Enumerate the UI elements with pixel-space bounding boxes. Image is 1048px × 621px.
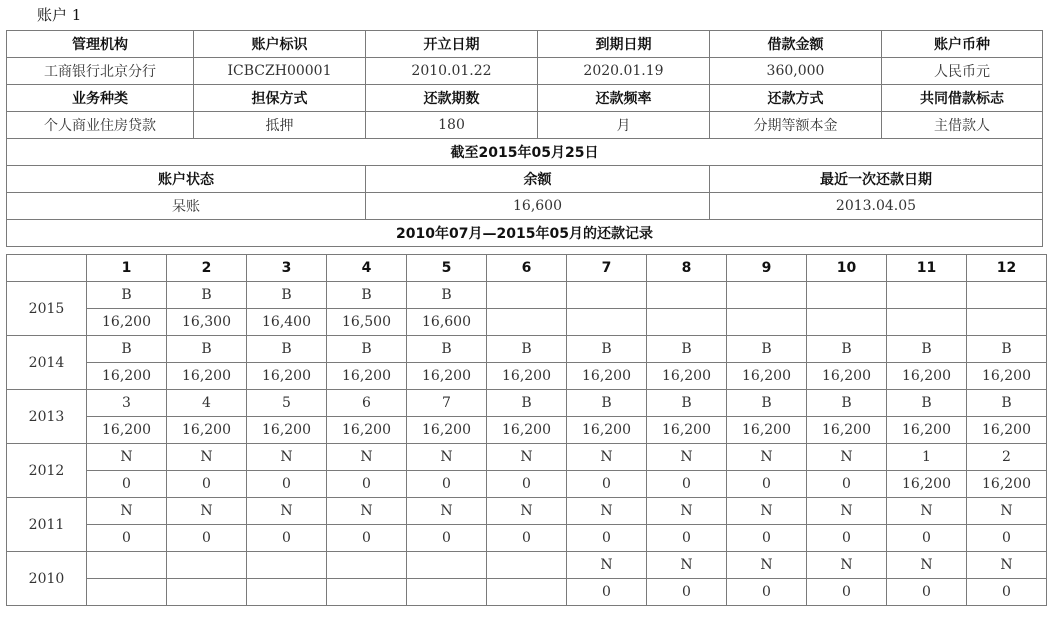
amount-cell: 0 (727, 579, 807, 606)
header-due-date: 到期日期 (538, 31, 710, 58)
status-cell: B (807, 390, 887, 417)
month-header-5: 5 (407, 255, 487, 282)
header-account-id: 账户标识 (194, 31, 366, 58)
amount-cell: 16,200 (727, 417, 807, 444)
status-cell: B (807, 336, 887, 363)
status-cell: B (87, 282, 167, 309)
status-cell: N (647, 498, 727, 525)
status-cell (807, 282, 887, 309)
year-label: 2011 (7, 498, 87, 552)
amount-cell: 0 (327, 525, 407, 552)
amount-cell: 16,600 (407, 309, 487, 336)
status-cell: B (647, 390, 727, 417)
amount-cell: 16,200 (407, 417, 487, 444)
status-cell: B (567, 336, 647, 363)
status-cell: N (327, 498, 407, 525)
amount-cell: 0 (87, 525, 167, 552)
status-cell: N (247, 444, 327, 471)
header-repayment-periods: 还款期数 (366, 85, 538, 112)
amount-cell: 16,200 (727, 363, 807, 390)
status-cell: B (407, 282, 487, 309)
amount-cell: 16,200 (87, 417, 167, 444)
amount-cell (807, 309, 887, 336)
amount-cell (887, 309, 967, 336)
month-header-10: 10 (807, 255, 887, 282)
amount-cell: 0 (167, 525, 247, 552)
status-cell: B (727, 390, 807, 417)
amount-cell: 16,200 (887, 471, 967, 498)
value-open-date: 2010.01.22 (366, 58, 538, 85)
status-cell: B (887, 336, 967, 363)
amount-cell: 0 (807, 525, 887, 552)
status-cell: N (967, 498, 1047, 525)
status-cell: N (247, 498, 327, 525)
status-cell: 7 (407, 390, 487, 417)
amount-row-2014 (7, 363, 1047, 390)
month-header-11: 11 (887, 255, 967, 282)
month-header-8: 8 (647, 255, 727, 282)
amount-cell: 0 (727, 471, 807, 498)
status-cell (727, 282, 807, 309)
status-row-2012 (7, 444, 1047, 471)
month-header-3: 3 (247, 255, 327, 282)
amount-cell: 16,200 (407, 363, 487, 390)
status-cell (487, 282, 567, 309)
amount-cell (87, 579, 167, 606)
status-row-2014 (7, 336, 1047, 363)
amount-cell: 0 (807, 579, 887, 606)
status-cell: B (247, 282, 327, 309)
header-repayment-frequency: 还款频率 (538, 85, 710, 112)
amount-cell: 0 (967, 579, 1047, 606)
amount-cell: 0 (567, 525, 647, 552)
status-cell: 1 (887, 444, 967, 471)
account-title: 账户 1 (37, 6, 82, 24)
status-cell: B (567, 390, 647, 417)
amount-cell: 16,500 (327, 309, 407, 336)
status-cell: N (807, 498, 887, 525)
amount-cell: 16,200 (87, 363, 167, 390)
status-cell: N (487, 498, 567, 525)
status-cell (487, 552, 567, 579)
amount-cell: 0 (567, 471, 647, 498)
repayment-record-title: 2010年07月—2015年05月的还款记录 (7, 220, 1043, 247)
amount-cell: 0 (487, 525, 567, 552)
header-open-date: 开立日期 (366, 31, 538, 58)
status-cell: B (247, 336, 327, 363)
amount-cell: 0 (647, 579, 727, 606)
header-account-status: 账户状态 (7, 166, 366, 193)
status-cell: B (327, 282, 407, 309)
value-business-type: 个人商业住房贷款 (7, 112, 194, 139)
status-cell: N (567, 552, 647, 579)
amount-cell: 16,200 (647, 417, 727, 444)
value-guarantee-method: 抵押 (194, 112, 366, 139)
status-cell: B (487, 336, 567, 363)
amount-cell: 0 (967, 525, 1047, 552)
value-repayment-frequency: 月 (538, 112, 710, 139)
status-cell (647, 282, 727, 309)
value-repayment-method: 分期等额本金 (710, 112, 882, 139)
value-account-id: ICBCZH00001 (194, 58, 366, 85)
amount-row-2010 (7, 579, 1047, 606)
amount-cell: 0 (487, 471, 567, 498)
amount-cell: 16,200 (967, 363, 1047, 390)
year-label: 2015 (7, 282, 87, 336)
amount-cell: 16,200 (167, 417, 247, 444)
status-cell: N (727, 498, 807, 525)
as-of-row (7, 139, 1043, 166)
amount-cell: 0 (247, 471, 327, 498)
amount-cell: 16,200 (247, 363, 327, 390)
status-cell: N (167, 498, 247, 525)
status-cell: B (727, 336, 807, 363)
header-balance: 余额 (366, 166, 710, 193)
repayment-record-table (6, 254, 1047, 606)
status-row-2015 (7, 282, 1047, 309)
amount-cell: 16,200 (567, 417, 647, 444)
status-cell (567, 282, 647, 309)
status-value-row (7, 193, 1043, 220)
status-cell: N (647, 552, 727, 579)
amount-cell: 16,200 (327, 417, 407, 444)
status-cell: N (327, 444, 407, 471)
status-row-2011 (7, 498, 1047, 525)
value-last-repayment-date: 2013.04.05 (710, 193, 1043, 220)
amount-cell: 16,400 (247, 309, 327, 336)
status-cell: N (407, 498, 487, 525)
as-of-date: 截至2015年05月25日 (7, 139, 1043, 166)
info-header-row-2 (7, 85, 1043, 112)
month-header-6: 6 (487, 255, 567, 282)
amount-cell: 16,200 (167, 363, 247, 390)
status-row-2013 (7, 390, 1047, 417)
status-cell: B (487, 390, 567, 417)
amount-cell: 16,200 (967, 417, 1047, 444)
amount-row-2011 (7, 525, 1047, 552)
value-repayment-periods: 180 (366, 112, 538, 139)
header-last-repayment-date: 最近一次还款日期 (710, 166, 1043, 193)
header-guarantee-method: 担保方式 (194, 85, 366, 112)
status-cell: N (567, 444, 647, 471)
header-repayment-method: 还款方式 (710, 85, 882, 112)
status-cell: N (167, 444, 247, 471)
status-cell (87, 552, 167, 579)
amount-cell (327, 579, 407, 606)
status-cell: B (967, 336, 1047, 363)
header-joint-loan-flag: 共同借款标志 (882, 85, 1043, 112)
amount-cell: 0 (167, 471, 247, 498)
status-cell: 4 (167, 390, 247, 417)
value-account-status: 呆账 (7, 193, 366, 220)
amount-cell: 16,200 (887, 363, 967, 390)
value-due-date: 2020.01.19 (538, 58, 710, 85)
amount-cell (487, 309, 567, 336)
value-currency: 人民币元 (882, 58, 1043, 85)
status-cell: B (167, 336, 247, 363)
status-header-row (7, 166, 1043, 193)
status-cell: B (647, 336, 727, 363)
year-label: 2013 (7, 390, 87, 444)
status-cell: N (887, 552, 967, 579)
header-currency: 账户币种 (882, 31, 1043, 58)
status-cell: N (87, 498, 167, 525)
amount-cell: 16,200 (487, 417, 567, 444)
repayment-title-row (7, 220, 1043, 247)
amount-cell: 16,200 (887, 417, 967, 444)
year-label: 2010 (7, 552, 87, 606)
status-cell (967, 282, 1047, 309)
info-value-row-2 (7, 112, 1043, 139)
status-cell (327, 552, 407, 579)
status-cell (407, 552, 487, 579)
amount-cell: 16,200 (567, 363, 647, 390)
amount-cell: 16,200 (967, 471, 1047, 498)
year-label: 2014 (7, 336, 87, 390)
status-cell: B (327, 336, 407, 363)
amount-cell: 16,200 (247, 417, 327, 444)
amount-cell: 0 (647, 471, 727, 498)
amount-cell (487, 579, 567, 606)
status-cell: 6 (327, 390, 407, 417)
status-cell (247, 552, 327, 579)
amount-cell: 0 (887, 525, 967, 552)
amount-cell: 0 (887, 579, 967, 606)
month-header-2: 2 (167, 255, 247, 282)
value-joint-loan-flag: 主借款人 (882, 112, 1043, 139)
status-cell: B (407, 336, 487, 363)
info-value-row-1 (7, 58, 1043, 85)
amount-cell: 0 (807, 471, 887, 498)
corner-cell (7, 255, 87, 282)
month-header-1: 1 (87, 255, 167, 282)
status-cell: 3 (87, 390, 167, 417)
value-balance: 16,600 (366, 193, 710, 220)
month-header-7: 7 (567, 255, 647, 282)
status-cell: N (647, 444, 727, 471)
amount-cell: 16,200 (327, 363, 407, 390)
header-business-type: 业务种类 (7, 85, 194, 112)
amount-cell: 16,200 (647, 363, 727, 390)
amount-cell (247, 579, 327, 606)
status-cell: N (407, 444, 487, 471)
status-cell: N (87, 444, 167, 471)
amount-cell: 0 (567, 579, 647, 606)
status-cell: N (727, 552, 807, 579)
status-cell: B (887, 390, 967, 417)
amount-cell: 16,200 (87, 309, 167, 336)
amount-cell (647, 309, 727, 336)
status-cell: N (887, 498, 967, 525)
value-loan-amount: 360,000 (710, 58, 882, 85)
status-cell: N (487, 444, 567, 471)
amount-cell: 16,200 (807, 363, 887, 390)
status-cell: B (167, 282, 247, 309)
month-header-4: 4 (327, 255, 407, 282)
status-cell: N (567, 498, 647, 525)
status-cell: 5 (247, 390, 327, 417)
amount-cell: 0 (407, 525, 487, 552)
status-row-2010 (7, 552, 1047, 579)
amount-cell (967, 309, 1047, 336)
amount-row-2013 (7, 417, 1047, 444)
amount-row-2015 (7, 309, 1047, 336)
account-info-table (6, 30, 1043, 247)
status-cell: 2 (967, 444, 1047, 471)
status-cell: N (727, 444, 807, 471)
status-cell: B (87, 336, 167, 363)
info-header-row-1 (7, 31, 1043, 58)
amount-cell (407, 579, 487, 606)
amount-cell: 16,200 (807, 417, 887, 444)
month-header-9: 9 (727, 255, 807, 282)
amount-cell: 0 (247, 525, 327, 552)
amount-cell: 0 (407, 471, 487, 498)
header-loan-amount: 借款金额 (710, 31, 882, 58)
amount-cell: 0 (647, 525, 727, 552)
amount-cell: 0 (87, 471, 167, 498)
status-cell (887, 282, 967, 309)
amount-cell: 0 (727, 525, 807, 552)
amount-cell (567, 309, 647, 336)
status-cell: N (807, 444, 887, 471)
status-cell (167, 552, 247, 579)
amount-cell: 16,200 (487, 363, 567, 390)
amount-cell: 16,300 (167, 309, 247, 336)
value-management-org: 工商银行北京分行 (7, 58, 194, 85)
amount-row-2012 (7, 471, 1047, 498)
month-header-12: 12 (967, 255, 1047, 282)
status-cell: N (807, 552, 887, 579)
amount-cell (167, 579, 247, 606)
amount-cell (727, 309, 807, 336)
amount-cell: 0 (327, 471, 407, 498)
status-cell: B (967, 390, 1047, 417)
status-cell: N (967, 552, 1047, 579)
year-label: 2012 (7, 444, 87, 498)
month-header-row (7, 255, 1047, 282)
header-management-org: 管理机构 (7, 31, 194, 58)
